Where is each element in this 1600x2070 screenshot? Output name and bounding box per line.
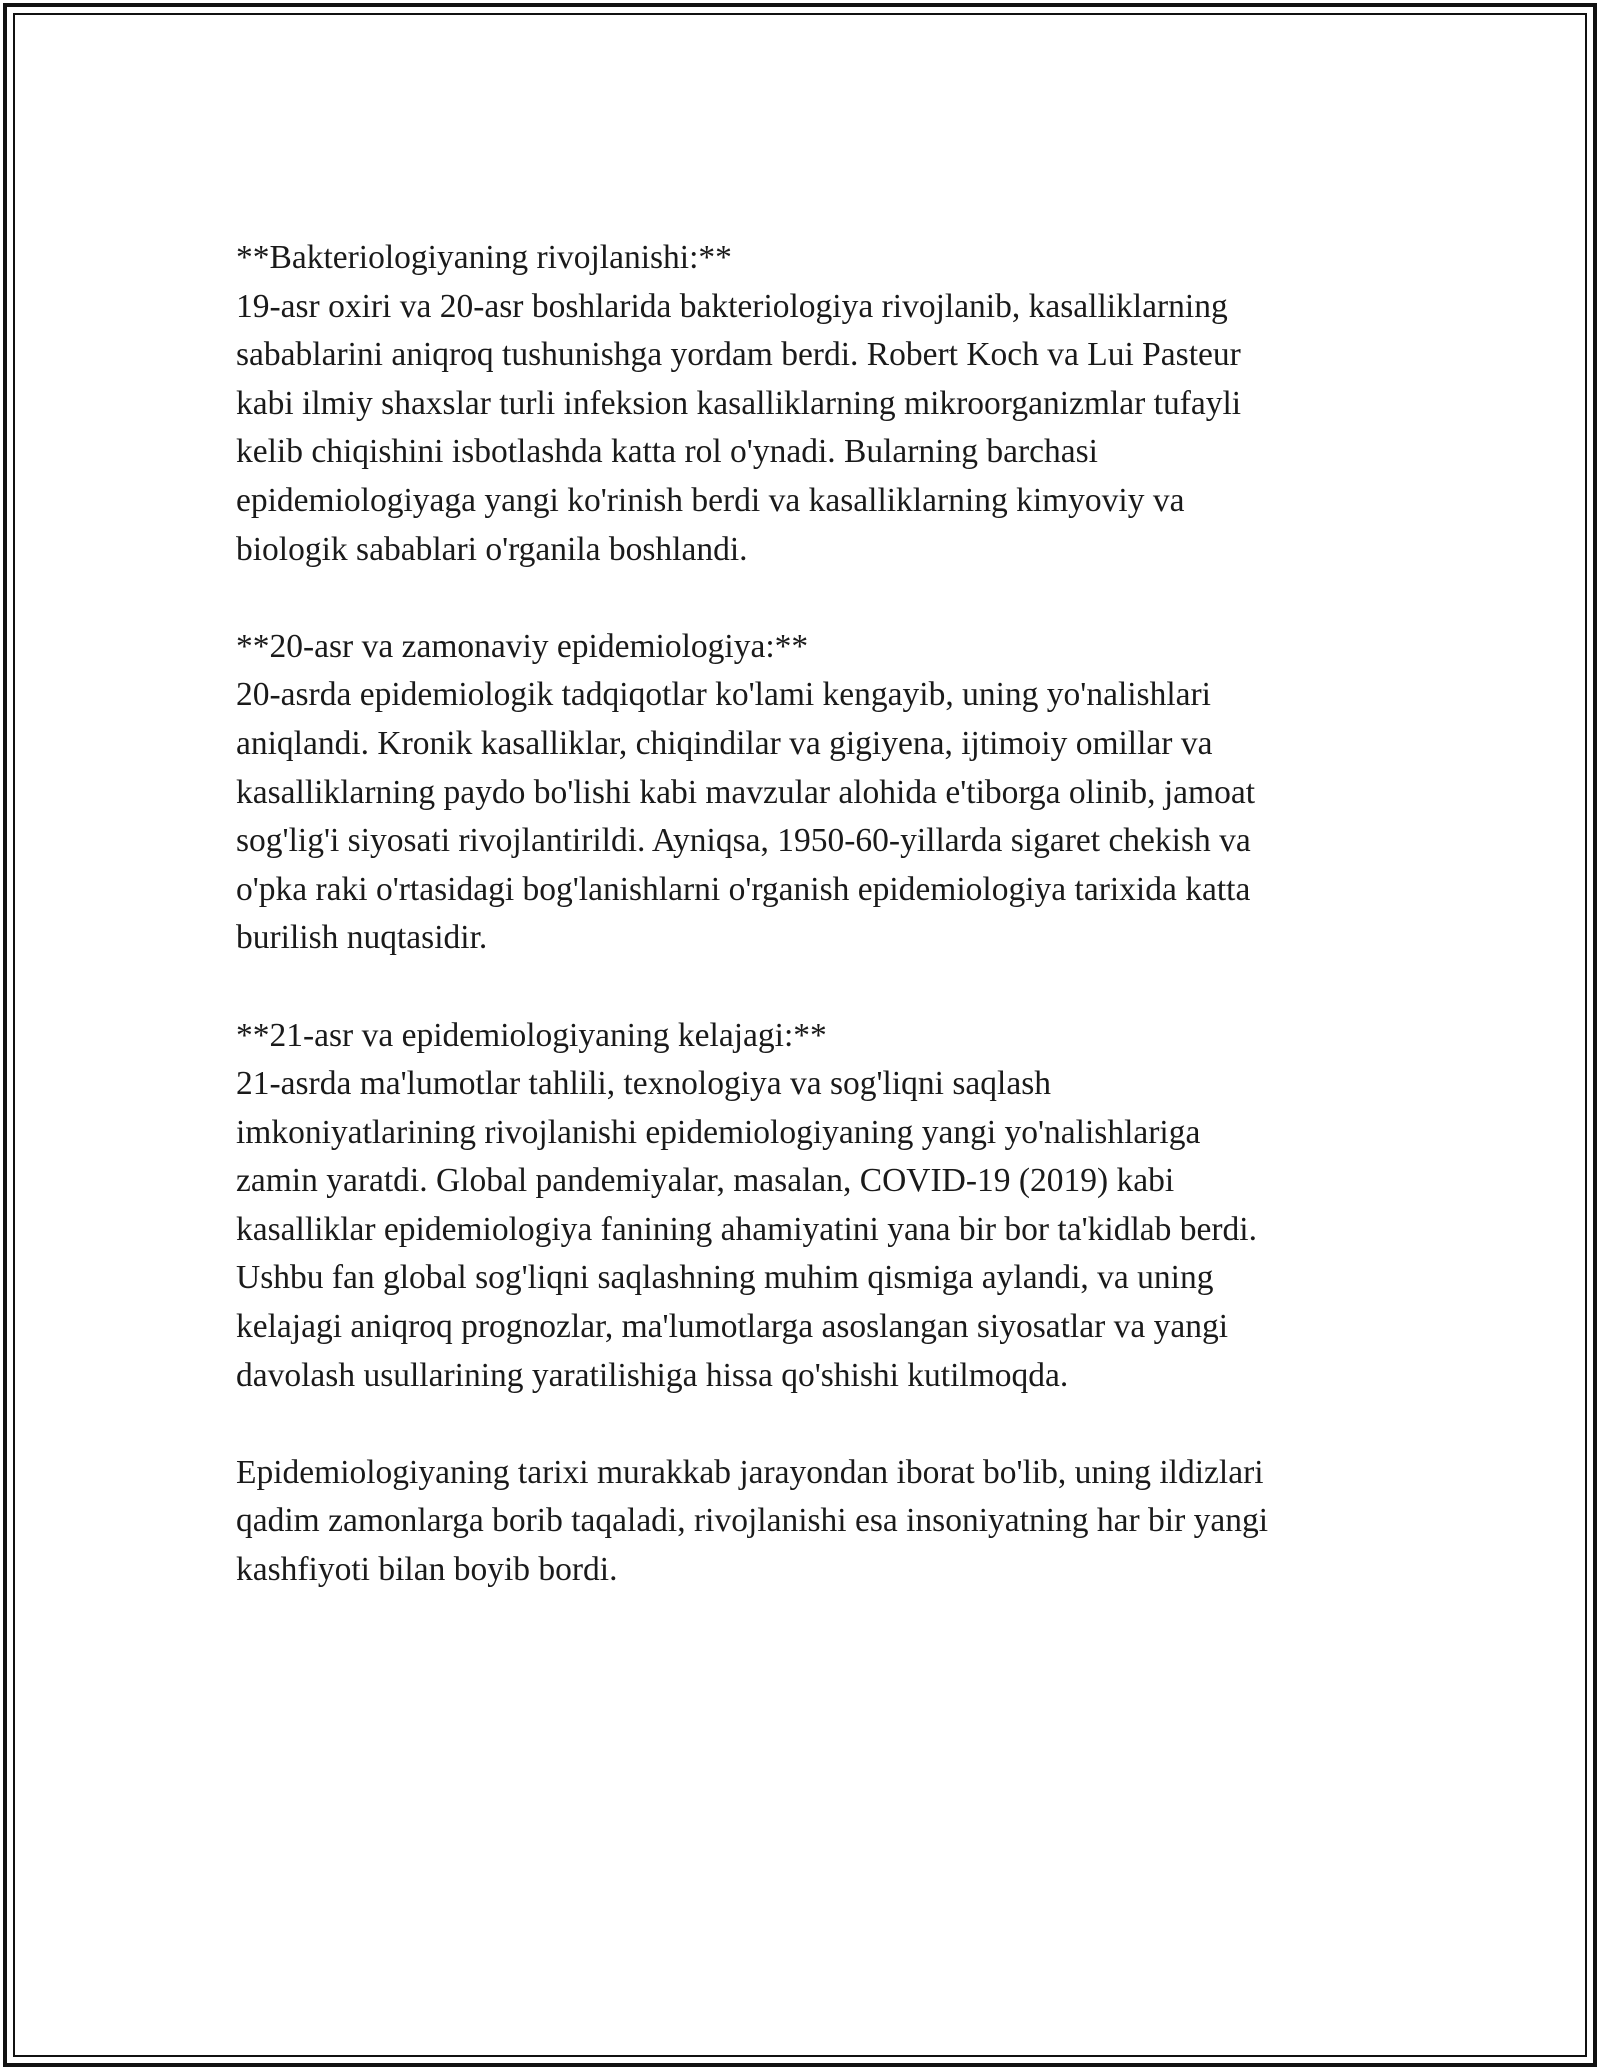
text-line: Epidemiologiyaning tarixi murakkab jarayondan iborat bo'lib, uning ildizlari [236, 1453, 1264, 1491]
text-line: sog'lig'i siyosati rivojlantirildi. Ayniqsa, 1950-60-yillarda sigaret chekish va [236, 822, 1251, 860]
text-line: kasalliklar epidemiologiya fanining ahamiyatini yana bir bor ta'kidlab berdi. [236, 1210, 1257, 1248]
text-line: kelib chiqishini isbotlashda katta rol o'ynadi. Bularning barchasi [236, 433, 1098, 471]
text-line: qadim zamonlarga borib taqaladi, rivojlanishi esa insoniyatning har bir yangi [236, 1502, 1269, 1540]
text-line: aniqlandi. Kronik kasalliklar, chiqindilar va gigiyena, ijtimoiy omillar va [236, 724, 1213, 762]
text-line: 19-asr oxiri va 20-asr boshlarida bakteriologiya rivojlanib, kasalliklarning [236, 287, 1228, 325]
section-heading: **21-asr va epidemiologiyaning kelajagi:** [236, 1016, 827, 1054]
document-body [236, 234, 1386, 1643]
text-line: kelajagi aniqroq prognozlar, ma'lumotlarga asoslangan siyosatlar va yangi [236, 1308, 1229, 1346]
text-line: kashfiyoti bilan boyib bordi. [236, 1551, 618, 1589]
section-21st-century [236, 1012, 1386, 1401]
text-line: 21-asrda ma'lumotlar tahlili, texnologiya va sog'liqni saqlash [236, 1065, 1051, 1103]
text-line: burilish nuqtasidir. [236, 919, 488, 957]
text-line: 20-asrda epidemiologik tadqiqotlar ko'lami kengayib, uning yo'nalishlari [236, 676, 1211, 714]
text-line: davolash usullarining yaratilishiga hissa qo'shishi kutilmoqda. [236, 1356, 1069, 1394]
text-line: sabablarini aniqroq tushunishga yordam berdi. Robert Koch va Lui Pasteur [236, 336, 1241, 374]
section-paragraph [236, 283, 1386, 575]
text-line: o'pka raki o'rtasidagi bog'lanishlarni o'rganish epidemiologiya tarixida katta [236, 870, 1251, 908]
text-line: epidemiologiyaga yangi ko'rinish berdi va kasalliklarning kimyoviy va [236, 481, 1185, 519]
text-line: biologik sabablari o'rganila boshlandi. [236, 530, 748, 568]
text-line: imkoniyatlarining rivojlanishi epidemiologiyaning yangi yo'nalishlariga [236, 1113, 1201, 1151]
section-paragraph [236, 1060, 1386, 1400]
section-heading: **Bakteriologiyaning rivojlanishi:** [236, 239, 732, 276]
section-paragraph [236, 671, 1386, 963]
text-line: zamin yaratdi. Global pandemiyalar, masalan, COVID-19 (2019) kabi [236, 1162, 1175, 1200]
conclusion-paragraph [236, 1449, 1386, 1595]
text-line: Ushbu fan global sog'liqni saqlashning muhim qismiga aylandi, va uning [236, 1259, 1214, 1297]
section-bacteriology [236, 234, 1386, 574]
text-line: kabi ilmiy shaxslar turli infeksion kasalliklarning mikroorganizmlar tufayli [236, 384, 1242, 422]
text-line: kasalliklarning paydo bo'lishi kabi mavzular alohida e'tiborga olinib, jamoat [236, 773, 1256, 811]
section-heading: **20-asr va zamonaviy epidemiologiya:** [236, 627, 809, 665]
section-20th-century [236, 623, 1386, 963]
section-conclusion [236, 1449, 1386, 1595]
